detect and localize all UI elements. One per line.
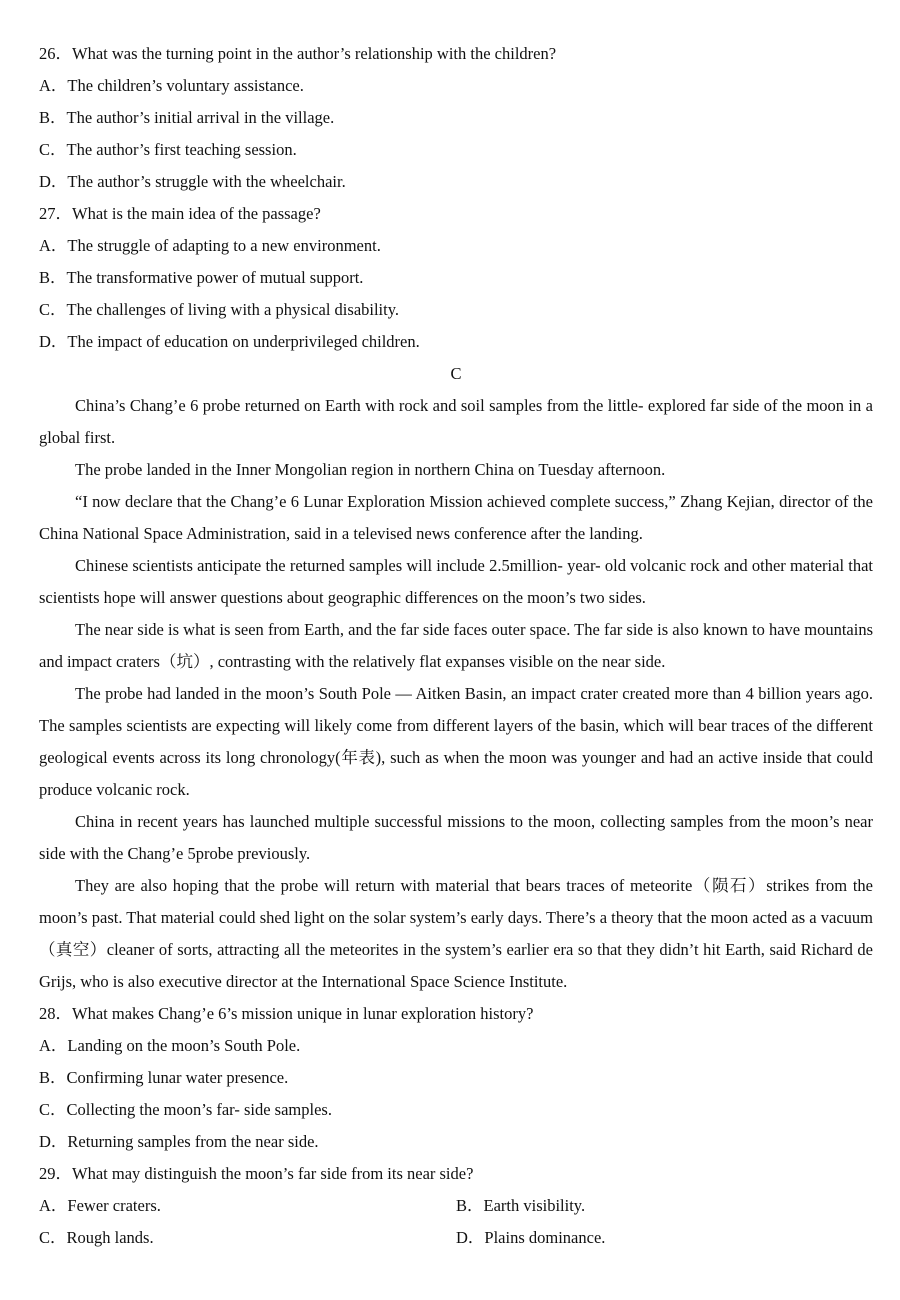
question-28-option-a: A．Landing on the moon’s South Pole. [39,1036,301,1055]
passage-paragraph-2: The probe landed in the Inner Mongolian region in northern China on Tuesday afternoon. [75,460,666,479]
question-28-option-b: B．Confirming lunar water presence. [39,1068,289,1087]
passage-paragraph-4: Chinese scientists anticipate the returned samples will include 2.5million- year- old volcanic rock and other material that scientists hope will answer questions about geographic differences on the moon’s two sides. [39,556,873,607]
question-29-option-b: B．Earth visibility. [456,1196,586,1215]
question-29-stem: 29．What may distinguish the moon’s far side from its near side? [39,1164,474,1183]
exam-page [39,38,873,1254]
question-27-option-b: B．The transformative power of mutual support. [39,268,364,287]
question-26-option-c: C．The author’s first teaching session. [39,140,297,159]
question-26-option-b: B．The author’s initial arrival in the village. [39,108,335,127]
question-29-option-d: D．Plains dominance. [456,1228,606,1247]
question-26-stem: 26．What was the turning point in the author’s relationship with the children? [39,44,557,63]
question-27-option-a: A．The struggle of adapting to a new environment. [39,236,381,255]
passage-paragraph-8: They are also hoping that the probe will return with material that bears traces of meteorite（陨石）strikes from the moon’s past. That material could shed light on the solar system’s early days. There’s a theory that the moon acted as a vacuum（真空）cleaner of sorts, attracting all the meteorites in the system’s earlier era so that they didn’t hit Earth, said Richard de Grijs, who is also executive director at the International Space Science Institute. [39,876,873,991]
question-29-option-c: C．Rough lands. [39,1228,154,1247]
question-27-option-d: D．The impact of education on underprivileged children. [39,332,420,351]
passage-paragraph-7: China in recent years has launched multiple successful missions to the moon, collecting samples from the moon’s near side with the Chang’e 5probe previously. [39,812,873,863]
question-27-stem: 27．What is the main idea of the passage? [39,204,321,223]
passage-paragraph-6: The probe had landed in the moon’s South Pole — Aitken Basin, an impact crater created more than 4 billion years ago. The samples scientists are expecting will likely come from different layers of the basin, which will bear traces of the different geological events across its long chronology(年表), such as when the moon was younger and had an active inside that could produce volcanic rock. [39,684,873,799]
question-27-option-c: C．The challenges of living with a physical disability. [39,300,400,319]
question-29-options-row-2 [39,1222,873,1254]
passage-paragraph-3: “I now declare that the Chang’e 6 Lunar Exploration Mission achieved complete success,” Zhang Kejian, director of the China National Space Administration, said in a televised news conference after the landing. [39,492,873,543]
question-29-option-a: A．Fewer craters. [39,1196,161,1215]
passage-paragraph-5: The near side is what is seen from Earth, and the far side faces outer space. The far side is also known to have mountains and impact craters（坑）, contrasting with the relatively flat expanses visible on the near side. [39,620,873,671]
question-26-option-a: A．The children’s voluntary assistance. [39,76,304,95]
question-26-option-d: D．The author’s struggle with the wheelchair. [39,172,346,191]
question-29-options-row-1 [39,1190,873,1222]
question-28-stem: 28．What makes Chang’e 6’s mission unique in lunar exploration history? [39,1004,534,1023]
question-28-option-c: C．Collecting the moon’s far- side samples. [39,1100,332,1119]
passage-paragraph-1: China’s Chang’e 6 probe returned on Earth with rock and soil samples from the little- explored far side of the moon in a global first. [39,396,873,447]
question-28-option-d: D．Returning samples from the near side. [39,1132,319,1151]
section-label: C [450,364,462,383]
